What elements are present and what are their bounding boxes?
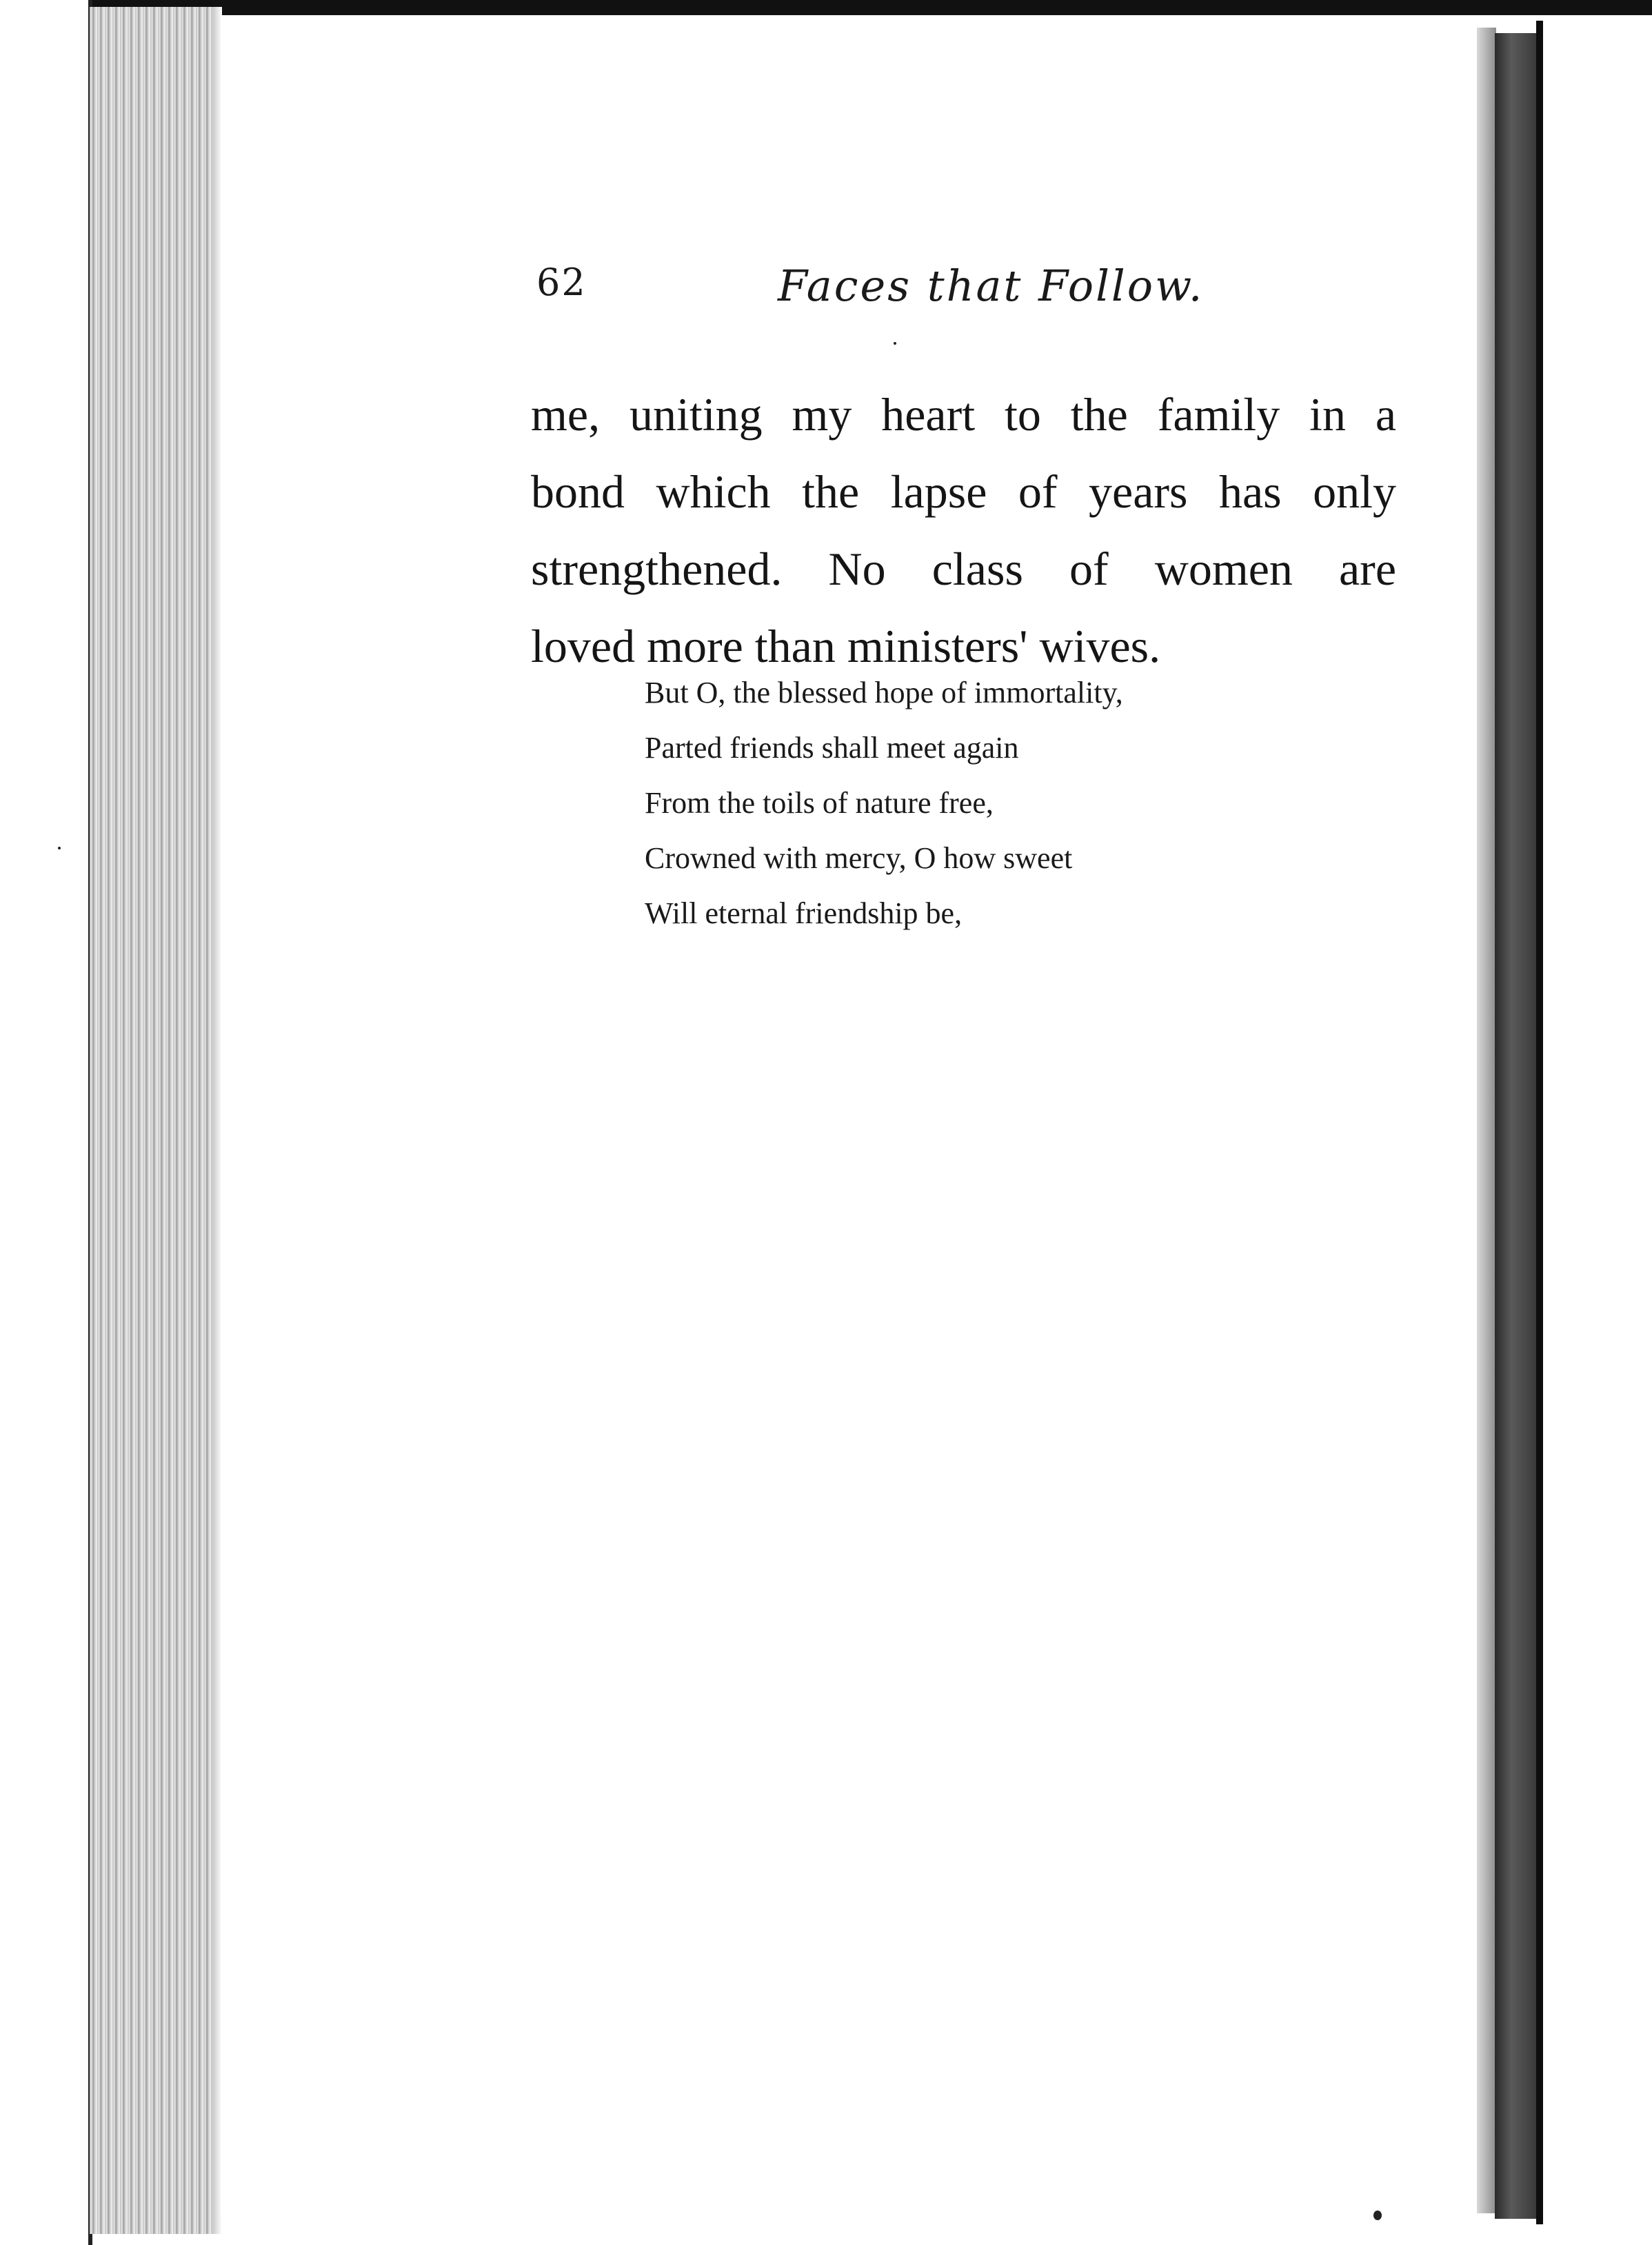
book-page <box>221 15 1477 2215</box>
body-line: me, uniting my heart to the family in a <box>531 388 1396 441</box>
verse-line: From the toils of nature free, <box>645 786 994 820</box>
verse-line: Will eternal friendship be, <box>645 896 963 930</box>
body-paragraph <box>531 376 1396 685</box>
verse-line: Crowned with mercy, O how sweet <box>645 841 1073 875</box>
book-gutter <box>1477 28 1496 2213</box>
book-cover-edge <box>1495 33 1536 2219</box>
body-line: strengthened. No class of women are <box>531 543 1396 595</box>
scan-speck <box>894 342 896 345</box>
running-head: Faces that Follow. <box>778 261 1205 311</box>
scan-right-border <box>1536 21 1543 2224</box>
verse-line: Parted friends shall meet again <box>645 731 1019 765</box>
scan-top-border <box>90 0 1652 15</box>
page-number: 62 <box>536 261 587 304</box>
scan-speck <box>1373 2211 1382 2220</box>
verse-block <box>645 665 1123 941</box>
verse-line: But O, the blessed hope of immortality, <box>645 676 1123 709</box>
page-edges <box>90 7 214 2234</box>
body-line: bond which the lapse of years has only <box>531 465 1396 518</box>
scan-speck <box>58 847 61 849</box>
body-line: loved more than ministers' wives. <box>531 620 1161 672</box>
